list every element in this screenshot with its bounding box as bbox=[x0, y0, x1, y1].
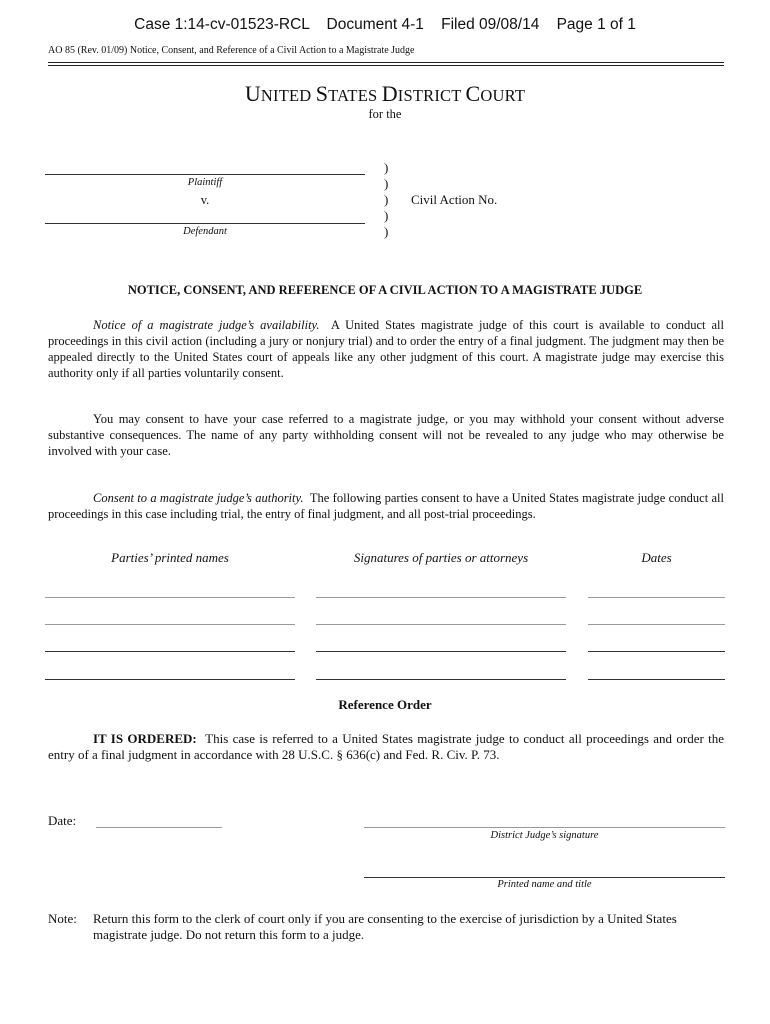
signature-line[interactable] bbox=[316, 651, 566, 652]
date-line[interactable] bbox=[588, 624, 725, 625]
order-date-line[interactable] bbox=[96, 827, 222, 828]
versus-label: v. bbox=[200, 193, 210, 207]
ordered-label: IT IS ORDERED: bbox=[93, 731, 197, 746]
party-name-line[interactable] bbox=[45, 651, 295, 652]
column-header-dates: Dates bbox=[641, 550, 672, 565]
ordered-text: This case is referred to a United States magistrate judge to conduct all proceedings and order the entry of a final judgment in accordance with 28 U.S.C. § 636(c) and Fed. R. Civ. P. 73. bbox=[48, 731, 725, 762]
plaintiff-line[interactable] bbox=[45, 174, 365, 175]
form-id: AO 85 (Rev. 01/09) Notice, Consent, and Reference of a Civil Action to a Magistrate Judge bbox=[48, 45, 415, 56]
authority-heading: Consent to a magistrate judge’s authority. bbox=[93, 491, 304, 505]
printed-name-line[interactable] bbox=[364, 877, 725, 878]
caption-paren: ) bbox=[384, 176, 389, 191]
authority-text: The following parties consent to have a United States magistrate judge conduct all proceedings in this case including trial, the entry of final judgment, and all post-trial proceedings. bbox=[48, 491, 724, 521]
notice-title: NOTICE, CONSENT, AND REFERENCE OF A CIVIL ACTION TO A MAGISTRATE JUDGE bbox=[127, 283, 643, 297]
caption-paren: ) bbox=[384, 224, 389, 239]
date-line[interactable] bbox=[588, 597, 725, 598]
signature-line[interactable] bbox=[316, 624, 566, 625]
date-line[interactable] bbox=[588, 651, 725, 652]
header-rule-top bbox=[48, 62, 724, 63]
judge-signature-label: District Judge’s signature bbox=[490, 830, 599, 841]
civil-action-label: Civil Action No. bbox=[411, 192, 498, 207]
party-name-line[interactable] bbox=[45, 624, 295, 625]
date-line[interactable] bbox=[588, 679, 725, 680]
case-stamp: Case 1:14-cv-01523-RCL Document 4-1 Filed 09/08/14 Page 1 of 1 bbox=[134, 16, 636, 33]
party-name-line[interactable] bbox=[45, 679, 295, 680]
defendant-label: Defendant bbox=[183, 226, 227, 237]
defendant-line[interactable] bbox=[45, 223, 365, 224]
printed-name-label: Printed name and title bbox=[497, 879, 592, 890]
availability-text: A United States magistrate judge of this court is available to conduct all proceedings in this civil action (including a jury or nonjury trial) and to order the entry of a final judgment. The judgment may then be appealed directly to the United States court of appeals like any other judgment of this court. A magistrate judge may exercise this authority only if all parties voluntarily consent. bbox=[48, 318, 724, 380]
for-the-label: for the bbox=[368, 107, 402, 121]
column-header-names: Parties’ printed names bbox=[111, 550, 229, 565]
authority-paragraph bbox=[48, 490, 724, 522]
date-label: Date: bbox=[48, 813, 77, 828]
signature-line[interactable] bbox=[316, 679, 566, 680]
caption-paren: ) bbox=[384, 160, 389, 175]
judge-signature-line[interactable] bbox=[364, 827, 725, 828]
note-label: Note: bbox=[48, 911, 77, 926]
consent-paragraph bbox=[48, 411, 724, 459]
availability-paragraph bbox=[48, 317, 724, 381]
plaintiff-label: Plaintiff bbox=[187, 177, 223, 188]
reference-order-title: Reference Order bbox=[338, 697, 432, 712]
column-header-signatures: Signatures of parties or attorneys bbox=[353, 550, 529, 565]
caption-paren: ) bbox=[384, 208, 389, 223]
caption-paren: ) bbox=[384, 192, 389, 207]
court-title: UNITED STATES DISTRICT COURT bbox=[244, 81, 526, 106]
header-rule-bottom bbox=[48, 65, 724, 66]
signature-line[interactable] bbox=[316, 597, 566, 598]
ordered-paragraph bbox=[48, 731, 724, 763]
party-name-line[interactable] bbox=[45, 597, 295, 598]
availability-heading: Notice of a magistrate judge’s availability. bbox=[93, 318, 320, 332]
note-text: Return this form to the clerk of court only if you are consenting to the exercise of jurisdiction by a United States magistrate judge. Do not return this form to a judge. bbox=[93, 911, 677, 942]
consent-text: You may consent to have your case referred to a magistrate judge, or you may withhold your consent without adverse substantive consequences. The name of any party withholding consent will not be revealed to any judge who may otherwise be involved with your case. bbox=[48, 412, 724, 458]
